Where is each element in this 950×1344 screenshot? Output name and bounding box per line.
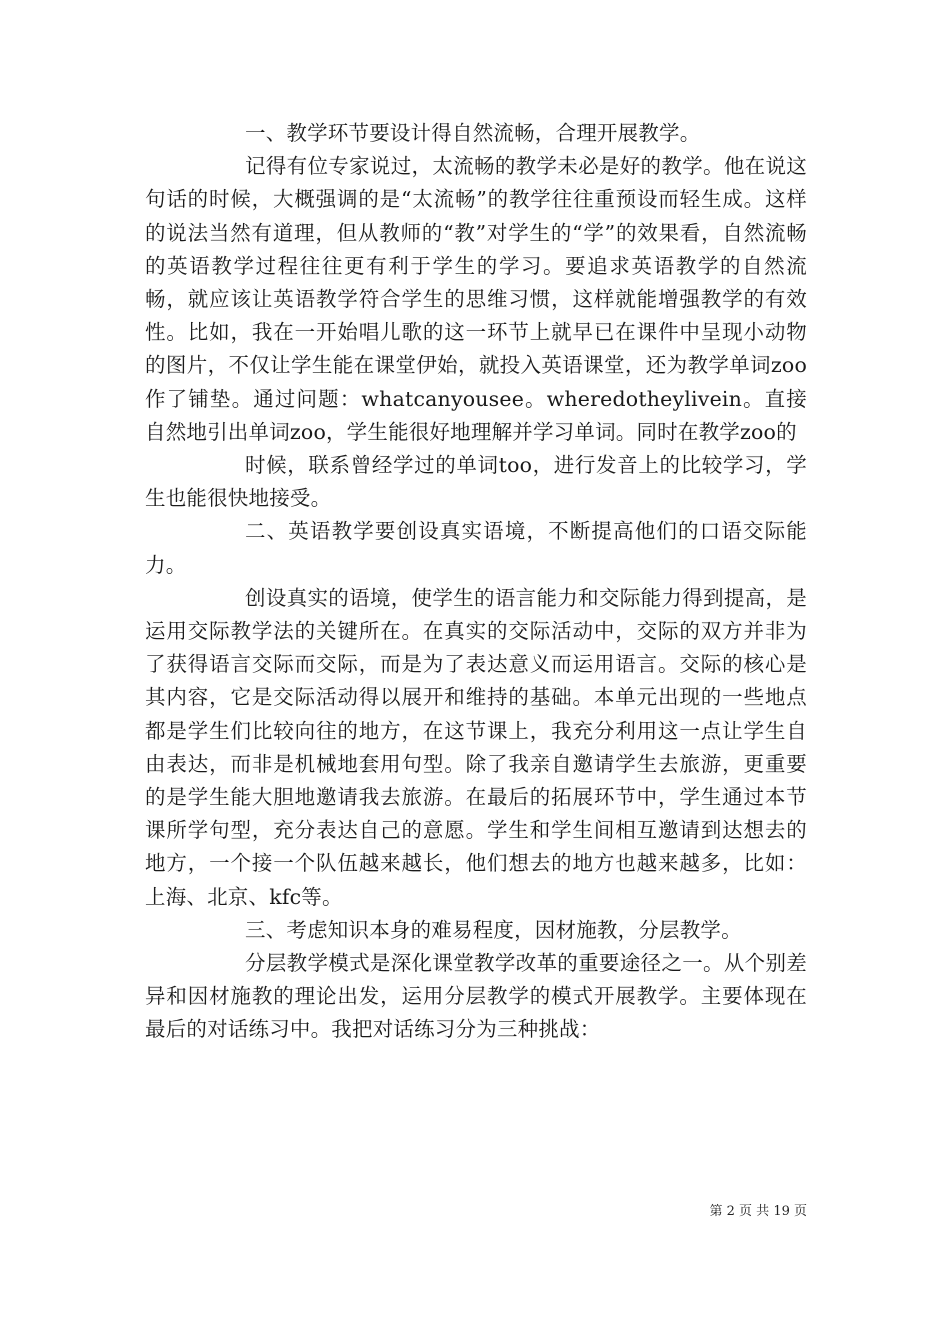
paragraph-2: 时候，联系曾经学过的单词too，进行发音上的比较学习，学生也能很快地接受。 [145,453,807,511]
document-body [145,117,807,1047]
section-heading-3: 三、考虑知识本身的难易程度，因材施教，分层教学。 [245,917,742,942]
section-heading-2: 二、英语教学要创设真实语境，不断提高他们的口语交际能力。 [145,519,807,577]
section-heading-1: 一、教学环节要设计得自然流畅，合理开展教学。 [245,121,701,145]
paragraph-4: 分层教学模式是深化课堂教学改革的重要途径之一。从个别差异和因材施教的理论出发，运用分层教学的模式开展教学。主要体现在最后的对话练习中。我把对话练习分为三种挑战： [145,951,807,1042]
paragraph-3: 创设真实的语境，使学生的语言能力和交际能力得到提高，是运用交际教学法的关键所在。在真实的交际活动中，交际的双方并非为了获得语言交际而交际，而是为了表达意义而运用语言。交际的核心是其内容，它是交际活动得以展开和维持的基础。本单元出现的一些地点都是学生们比较向往的地方，在这节课上，我充分利用这一点让学生自由表达，而非是机械地套用句型。除了我亲自邀请学生去旅游，更重要的是学生能大胆地邀请我去旅游。在最后的拓展环节中，学生通过本节课所学句型，充分表达自己的意愿。学生和学生间相互邀请到达想去的地方，一个接一个队伍越来越长，他们想去的地方也越来越多，比如：上海、北京、kfc等。 [145,585,807,909]
paragraph-1: 记得有位专家说过，太流畅的教学未必是好的教学。他在说这句话的时候，大概强调的是“太流畅”的教学往往重预设而轻生成。这样的说法当然有道理，但从教师的“教”对学生的“学”的效果看，自然流畅的英语教学过程往往更有利于学生的学习。要追求英语教学的自然流畅，就应该让英语教学符合学生的思维习惯，这样就能增强教学的有效性。比如，我在一开始唱儿歌的这一环节上就早已在课件中呈现小动物的图片，不仅让学生能在课堂伊始，就投入英语课堂，还为教学单词zoo作了铺垫。通过问题：whatcanyousee。wheredotheylivein。直接自然地引出单词zoo，学生能很好地理解并学习单词。同时在教学zoo的 [145,154,807,444]
page-number-footer: 第 2 页 共 19 页 [709,1204,807,1219]
